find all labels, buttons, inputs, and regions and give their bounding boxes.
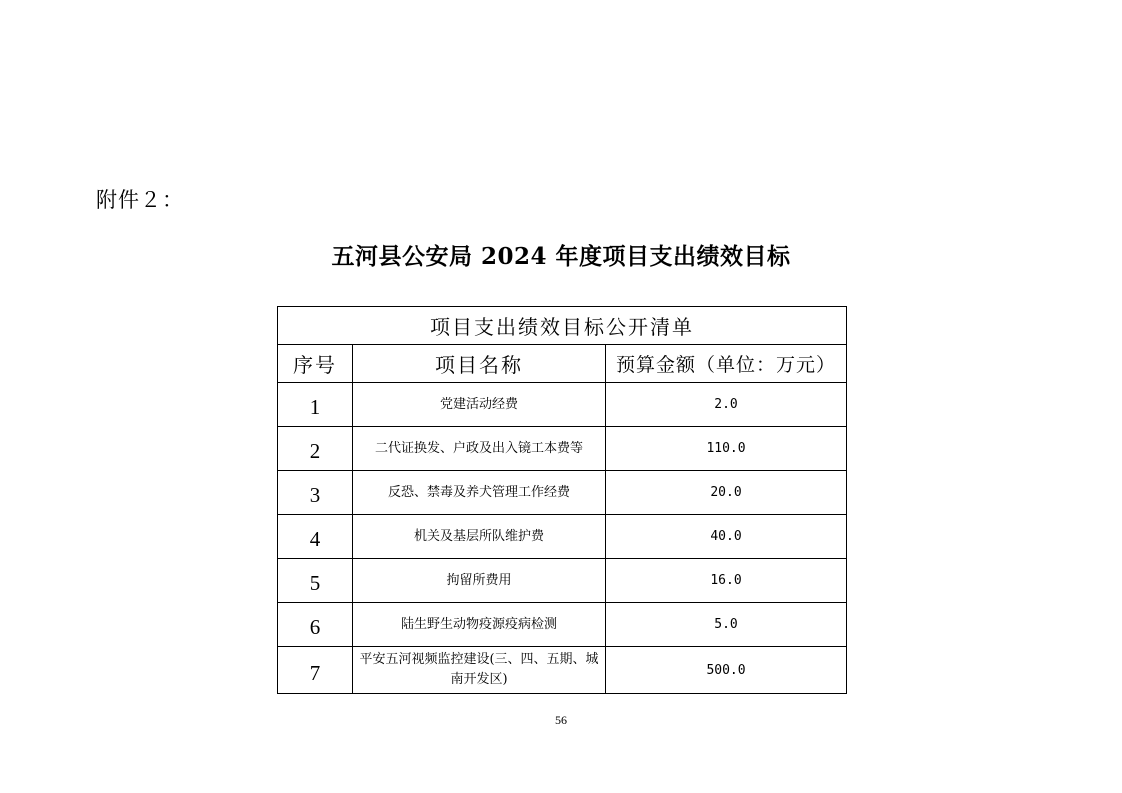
table-header-row [278, 345, 847, 383]
table-row [278, 515, 847, 559]
row-amount: 2.0 [606, 383, 847, 427]
table-row [278, 647, 847, 694]
table-row [278, 559, 847, 603]
performance-goals-table [277, 306, 847, 694]
attachment-label: 附件２： [96, 188, 184, 212]
row-seq: 6 [278, 603, 353, 647]
row-name: 机关及基层所队维护费 [353, 515, 606, 559]
row-amount: 40.0 [606, 515, 847, 559]
row-amount: 20.0 [606, 471, 847, 515]
row-seq: 3 [278, 471, 353, 515]
document-title: 五河县公安局 2024 年度项目支出绩效目标 [331, 243, 791, 270]
table-row [278, 383, 847, 427]
table-caption-row [278, 307, 847, 345]
row-name: 反恐、禁毒及养犬管理工作经费 [353, 471, 606, 515]
row-seq: 7 [278, 647, 353, 694]
row-amount: 16.0 [606, 559, 847, 603]
header-amount: 预算金额（单位：万元） [606, 345, 847, 383]
row-amount: 500.0 [606, 647, 847, 694]
row-name: 平安五河视频监控建设(三、四、五期、城南开发区) [353, 647, 606, 694]
header-name: 项目名称 [353, 345, 606, 383]
row-seq: 4 [278, 515, 353, 559]
row-seq: 2 [278, 427, 353, 471]
row-amount: 5.0 [606, 603, 847, 647]
row-amount: 110.0 [606, 427, 847, 471]
row-name: 拘留所费用 [353, 559, 606, 603]
row-name: 二代证换发、户政及出入镜工本费等 [353, 427, 606, 471]
header-seq: 序号 [278, 345, 353, 383]
row-name: 陆生野生动物疫源疫病检测 [353, 603, 606, 647]
row-seq: 1 [278, 383, 353, 427]
row-seq: 5 [278, 559, 353, 603]
table-caption: 项目支出绩效目标公开清单 [278, 307, 847, 345]
table-row [278, 471, 847, 515]
page-number: 56 [555, 713, 567, 727]
table-row [278, 603, 847, 647]
row-name: 党建活动经费 [353, 383, 606, 427]
table-row [278, 427, 847, 471]
